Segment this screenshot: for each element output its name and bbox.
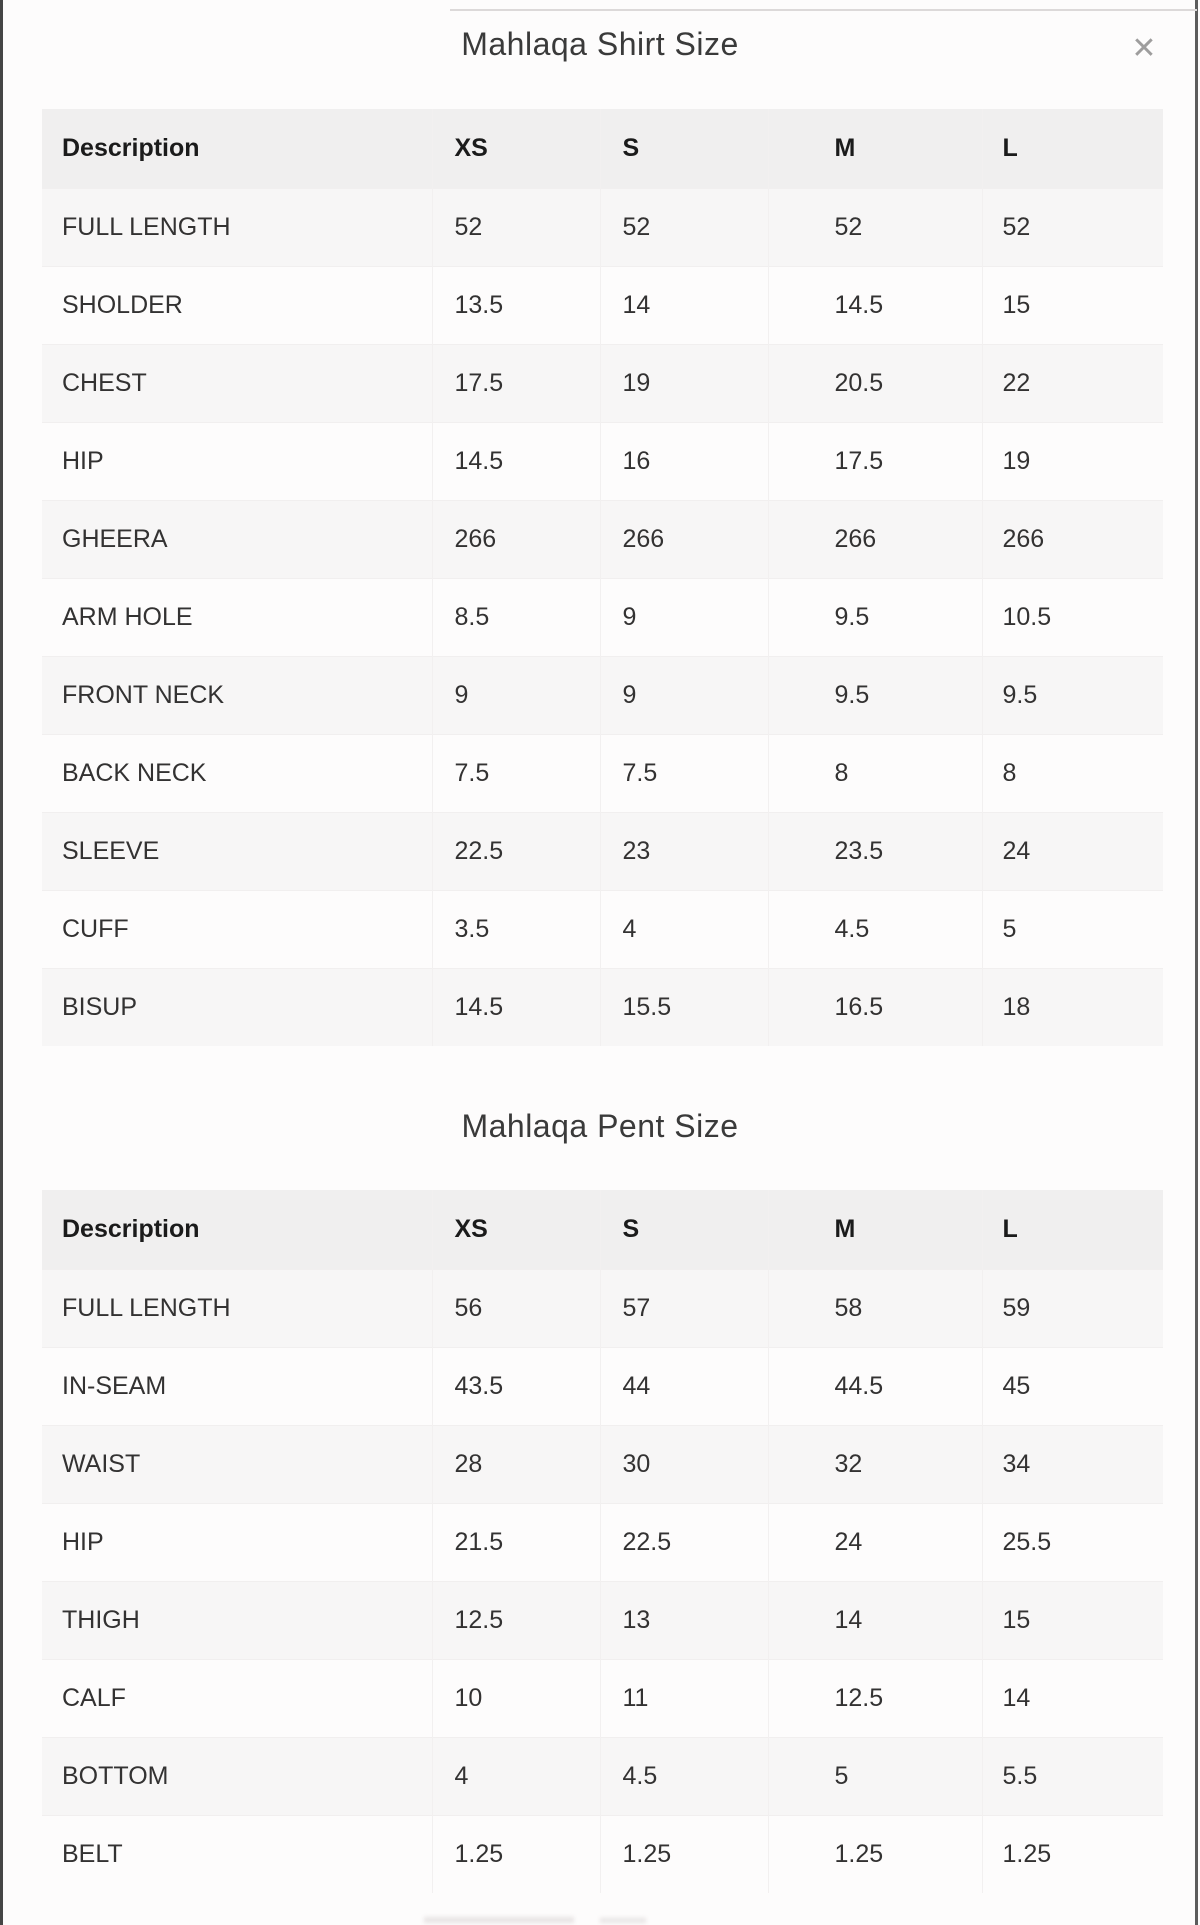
window-top-border bbox=[450, 9, 1197, 11]
pent-size-table bbox=[42, 1190, 1163, 1893]
measurement-label: CALF bbox=[42, 1659, 432, 1737]
table-row bbox=[42, 812, 1163, 890]
size-value: 1.25 bbox=[768, 1815, 982, 1893]
table-row bbox=[42, 422, 1163, 500]
column-header: XS bbox=[432, 1190, 600, 1269]
size-value: 12.5 bbox=[432, 1581, 600, 1659]
size-value: 1.25 bbox=[982, 1815, 1163, 1893]
table-row bbox=[42, 1815, 1163, 1893]
measurement-label: CHEST bbox=[42, 344, 432, 422]
size-value: 266 bbox=[600, 500, 768, 578]
size-value: 15 bbox=[982, 1581, 1163, 1659]
size-value: 22.5 bbox=[432, 812, 600, 890]
size-value: 19 bbox=[982, 422, 1163, 500]
size-value: 23.5 bbox=[768, 812, 982, 890]
size-value: 23 bbox=[600, 812, 768, 890]
size-value: 15 bbox=[982, 266, 1163, 344]
column-header: Description bbox=[62, 1214, 200, 1243]
shirt-size-table bbox=[42, 109, 1163, 1046]
size-value: 14.5 bbox=[432, 968, 600, 1046]
size-value: 17.5 bbox=[432, 344, 600, 422]
table-row bbox=[42, 1737, 1163, 1815]
size-value: 44 bbox=[600, 1347, 768, 1425]
size-value: 28 bbox=[432, 1425, 600, 1503]
pent-size-title: Mahlaqa Pent Size bbox=[461, 1108, 739, 1144]
size-value: 7.5 bbox=[600, 734, 768, 812]
table-row bbox=[42, 1581, 1163, 1659]
size-value: 9.5 bbox=[768, 578, 982, 656]
size-value: 52 bbox=[982, 188, 1163, 266]
table-row bbox=[42, 968, 1163, 1046]
size-value: 43.5 bbox=[432, 1347, 600, 1425]
size-value: 4 bbox=[600, 890, 768, 968]
measurement-label: SLEEVE bbox=[42, 812, 432, 890]
measurement-label: FRONT NECK bbox=[42, 656, 432, 734]
window-right-border bbox=[1195, 0, 1198, 1925]
measurement-label: BELT bbox=[42, 1815, 432, 1893]
column-header: L bbox=[982, 109, 1163, 188]
measurement-label: FULL LENGTH bbox=[42, 188, 432, 266]
cutoff-next-title-sliver bbox=[424, 1917, 574, 1923]
table-row bbox=[42, 1425, 1163, 1503]
size-value: 12.5 bbox=[768, 1659, 982, 1737]
close-icon[interactable]: ✕ bbox=[1122, 26, 1166, 70]
size-value: 4.5 bbox=[600, 1737, 768, 1815]
size-value: 57 bbox=[600, 1269, 768, 1347]
table-row bbox=[42, 1659, 1163, 1737]
table-row bbox=[42, 188, 1163, 266]
size-value: 24 bbox=[768, 1503, 982, 1581]
table-row bbox=[42, 1503, 1163, 1581]
size-value: 58 bbox=[768, 1269, 982, 1347]
table-row bbox=[42, 500, 1163, 578]
size-value: 9.5 bbox=[768, 656, 982, 734]
measurement-label: CUFF bbox=[42, 890, 432, 968]
size-value: 30 bbox=[600, 1425, 768, 1503]
size-value: 5 bbox=[982, 890, 1163, 968]
size-value: 5.5 bbox=[982, 1737, 1163, 1815]
size-value: 16 bbox=[600, 422, 768, 500]
measurement-label: BOTTOM bbox=[42, 1737, 432, 1815]
measurement-label: SHOLDER bbox=[42, 266, 432, 344]
measurement-label: HIP bbox=[42, 1503, 432, 1581]
table-row bbox=[42, 344, 1163, 422]
table-row bbox=[42, 1347, 1163, 1425]
size-value: 19 bbox=[600, 344, 768, 422]
size-value: 17.5 bbox=[768, 422, 982, 500]
size-value: 15.5 bbox=[600, 968, 768, 1046]
size-value: 9.5 bbox=[982, 656, 1163, 734]
measurement-label: ARM HOLE bbox=[42, 578, 432, 656]
table-header-row bbox=[42, 1190, 1163, 1269]
column-header: S bbox=[600, 109, 768, 188]
size-value: 8.5 bbox=[432, 578, 600, 656]
measurement-label: WAIST bbox=[42, 1425, 432, 1503]
size-value: 11 bbox=[600, 1659, 768, 1737]
size-value: 13.5 bbox=[432, 266, 600, 344]
size-value: 22.5 bbox=[600, 1503, 768, 1581]
size-value: 52 bbox=[768, 188, 982, 266]
column-header: L bbox=[982, 1190, 1163, 1269]
column-header: S bbox=[600, 1190, 768, 1269]
size-value: 52 bbox=[432, 188, 600, 266]
size-value: 14 bbox=[600, 266, 768, 344]
table-header-row bbox=[42, 109, 1163, 188]
size-value: 34 bbox=[982, 1425, 1163, 1503]
cutoff-next-title-sliver bbox=[600, 1918, 646, 1923]
size-value: 9 bbox=[600, 578, 768, 656]
table-row bbox=[42, 266, 1163, 344]
size-value: 4.5 bbox=[768, 890, 982, 968]
size-value: 45 bbox=[982, 1347, 1163, 1425]
size-value: 14.5 bbox=[768, 266, 982, 344]
size-value: 7.5 bbox=[432, 734, 600, 812]
size-value: 1.25 bbox=[600, 1815, 768, 1893]
size-value: 24 bbox=[982, 812, 1163, 890]
size-value: 8 bbox=[768, 734, 982, 812]
size-value: 18 bbox=[982, 968, 1163, 1046]
size-value: 25.5 bbox=[982, 1503, 1163, 1581]
measurement-label: FULL LENGTH bbox=[42, 1269, 432, 1347]
size-value: 9 bbox=[600, 656, 768, 734]
window-left-border bbox=[0, 0, 3, 1925]
size-value: 3.5 bbox=[432, 890, 600, 968]
column-header: XS bbox=[432, 109, 600, 188]
size-value: 4 bbox=[432, 1737, 600, 1815]
size-value: 8 bbox=[982, 734, 1163, 812]
column-header: M bbox=[768, 109, 982, 188]
measurement-label: BACK NECK bbox=[42, 734, 432, 812]
table-row bbox=[42, 1269, 1163, 1347]
measurement-label: IN-SEAM bbox=[42, 1347, 432, 1425]
measurement-label: THIGH bbox=[42, 1581, 432, 1659]
measurement-label: HIP bbox=[42, 422, 432, 500]
table-row bbox=[42, 734, 1163, 812]
measurement-label: GHEERA bbox=[42, 500, 432, 578]
measurement-label: BISUP bbox=[42, 968, 432, 1046]
table-row bbox=[42, 890, 1163, 968]
column-header: M bbox=[768, 1190, 982, 1269]
size-value: 1.25 bbox=[432, 1815, 600, 1893]
size-value: 21.5 bbox=[432, 1503, 600, 1581]
size-value: 14.5 bbox=[432, 422, 600, 500]
shirt-size-title: Mahlaqa Shirt Size bbox=[461, 26, 739, 62]
size-value: 14 bbox=[982, 1659, 1163, 1737]
size-value: 266 bbox=[768, 500, 982, 578]
size-value: 52 bbox=[600, 188, 768, 266]
size-value: 32 bbox=[768, 1425, 982, 1503]
size-value: 9 bbox=[432, 656, 600, 734]
size-value: 56 bbox=[432, 1269, 600, 1347]
size-value: 10.5 bbox=[982, 578, 1163, 656]
column-header: Description bbox=[62, 133, 200, 162]
size-value: 10 bbox=[432, 1659, 600, 1737]
size-value: 266 bbox=[432, 500, 600, 578]
size-value: 266 bbox=[982, 500, 1163, 578]
table-row bbox=[42, 578, 1163, 656]
size-value: 16.5 bbox=[768, 968, 982, 1046]
size-value: 14 bbox=[768, 1581, 982, 1659]
size-value: 5 bbox=[768, 1737, 982, 1815]
table-row bbox=[42, 656, 1163, 734]
size-value: 20.5 bbox=[768, 344, 982, 422]
size-value: 22 bbox=[982, 344, 1163, 422]
size-value: 59 bbox=[982, 1269, 1163, 1347]
size-value: 44.5 bbox=[768, 1347, 982, 1425]
size-value: 13 bbox=[600, 1581, 768, 1659]
